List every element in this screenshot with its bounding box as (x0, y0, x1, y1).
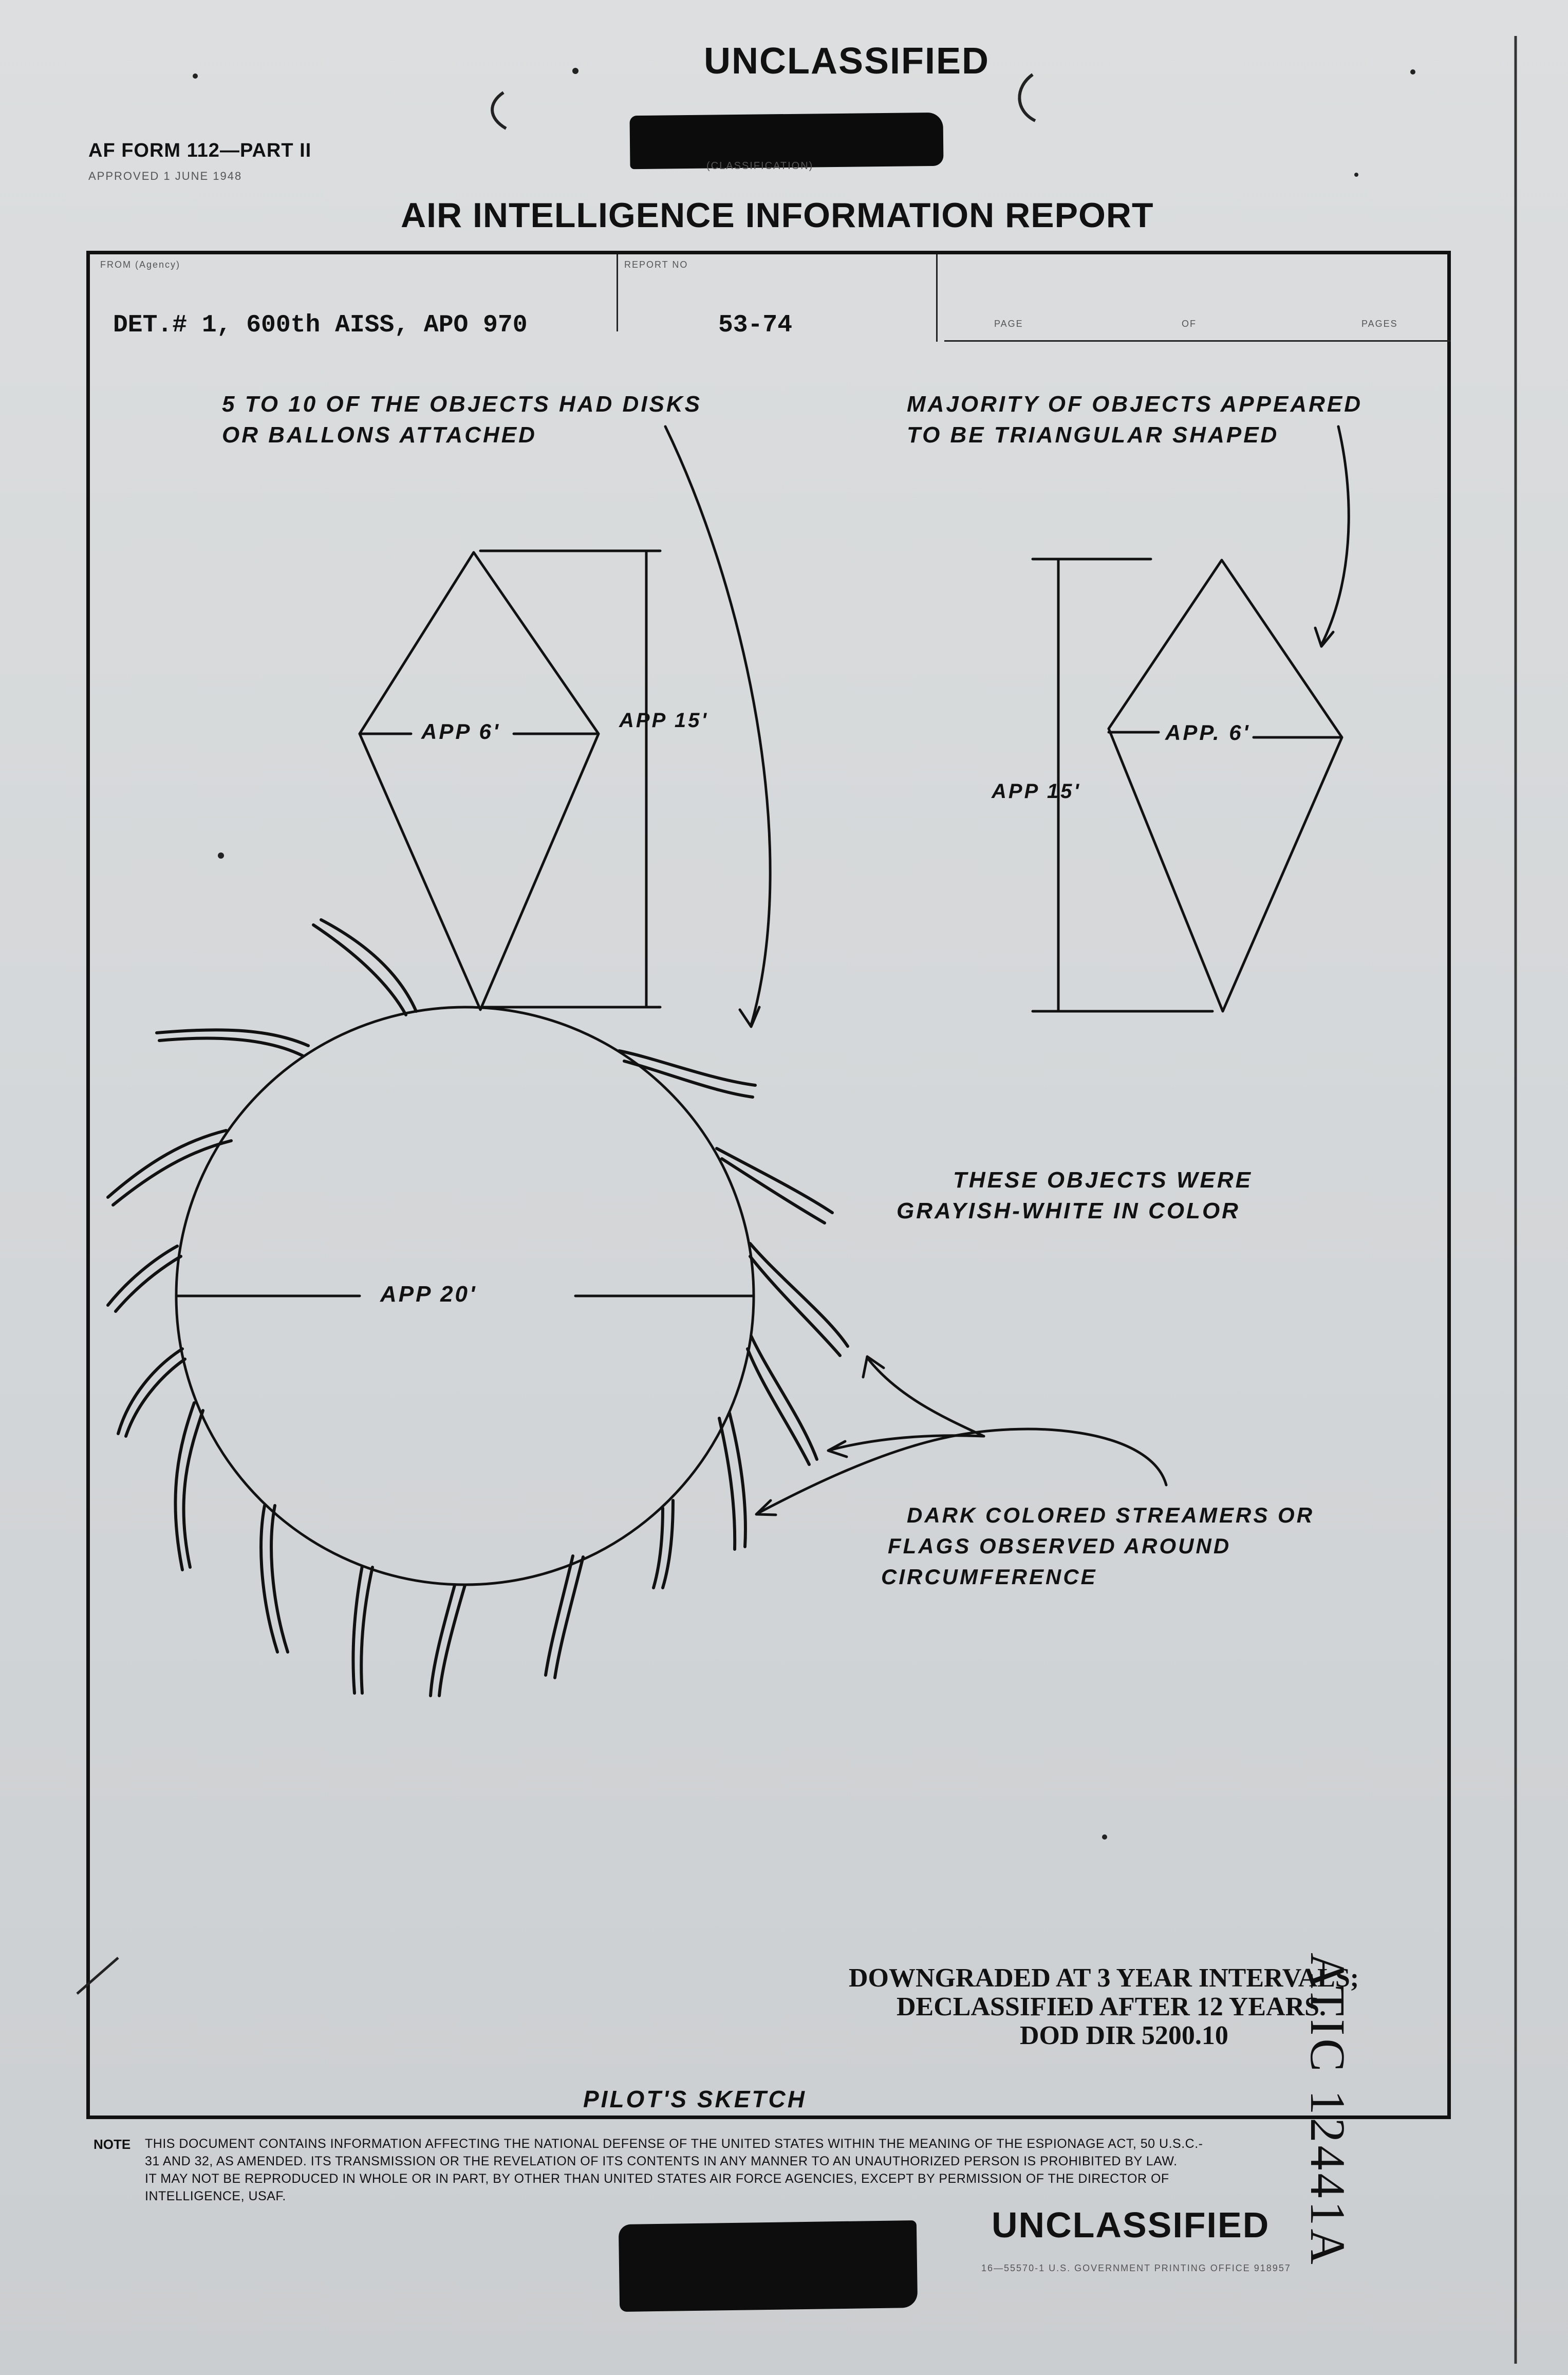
from-label: FROM (Agency) (100, 259, 181, 270)
disk-diameter-label: APP 20' (380, 1282, 477, 1307)
report-no-label: REPORT NO (624, 259, 688, 270)
report-no-value: 53-74 (718, 311, 793, 339)
color-note-line-2: GRAYISH-WHITE IN COLOR (897, 1198, 1240, 1223)
redaction-bar-bottom (619, 2220, 918, 2312)
note-triangular-line-2: TO BE TRIANGULAR SHAPED (907, 422, 1279, 448)
scan-specks (193, 68, 1415, 1840)
footer-note-line-4: INTELLIGENCE, USAF. (145, 2189, 286, 2203)
side-stamp: ATIC 12441A (1300, 1953, 1355, 2268)
left-kite-height-label: APP 15' (619, 709, 708, 732)
footer-note-line-1: THIS DOCUMENT CONTAINS INFORMATION AFFECTING THE NATIONAL DEFENSE OF THE UNITED STATES WITHIN THE MEANING OF THE ESPIONAGE ACT, 50 U.S.C.- (145, 2137, 1203, 2151)
right-kite-width-label: APP. 6' (1165, 720, 1250, 745)
streamer-note-line-2: FLAGS OBSERVED AROUND (888, 1534, 1231, 1558)
right-kite-shape (1109, 560, 1342, 1011)
streamer-arrow-3 (758, 1429, 1166, 1513)
right-note-arrow (1321, 426, 1349, 645)
right-kite-height-label: APP 15' (992, 780, 1081, 803)
form-approved: APPROVED 1 JUNE 1948 (88, 170, 242, 182)
of-label: OF (1182, 319, 1197, 329)
scan-mark-left (492, 92, 506, 128)
form-number: AF FORM 112—PART II (88, 140, 312, 161)
streamer-arrow-1 (868, 1359, 984, 1436)
from-value: DET.# 1, 600th AISS, APO 970 (113, 311, 528, 339)
classification-bottom: UNCLASSIFIED (992, 2205, 1270, 2245)
scan-mark-bottom-left (77, 1958, 118, 1994)
footer-note-label: NOTE (94, 2137, 131, 2152)
page-label: PAGE (994, 319, 1023, 329)
downgrade-line-2: DECLASSIFIED AFTER 12 YEARS. (897, 1992, 1327, 2021)
sketch-caption: PILOT'S SKETCH (583, 2086, 807, 2112)
streamer-note-line-1: DARK COLORED STREAMERS OR (907, 1503, 1315, 1527)
left-kite-width-label: APP 6' (421, 719, 500, 744)
streamer-note-line-3: CIRCUMFERENCE (881, 1565, 1097, 1589)
footer-note-line-2: 31 AND 32, AS AMENDED. ITS TRANSMISSION OR THE REVELATION OF ITS CONTENTS IN ANY MANNER TO AN UNAUTHORIZED PERSON IS PROHIBITED BY LAW. (145, 2154, 1178, 2168)
downgrade-line-1: DOWNGRADED AT 3 YEAR INTERVALS; (849, 1963, 1359, 1993)
left-kite-shape (360, 552, 599, 1010)
downgrade-line-3: DOD DIR 5200.10 (1020, 2021, 1228, 2050)
disk-streamers (108, 920, 848, 1696)
color-note-line-1: THESE OBJECTS WERE (953, 1167, 1253, 1193)
classification-top: UNCLASSIFIED (704, 41, 990, 82)
classification-caption: (CLASSIFICATION) (706, 160, 814, 172)
note-disks-line-1: 5 TO 10 OF THE OBJECTS HAD DISKS (222, 392, 702, 417)
note-triangular-line-1: MAJORITY OF OBJECTS APPEARED (907, 392, 1363, 417)
report-title: AIR INTELLIGENCE INFORMATION REPORT (401, 196, 1154, 235)
footer-note-line-3: IT MAY NOT BE REPRODUCED IN WHOLE OR IN PART, BY OTHER THAN UNITED STATES AIR FORCE AGENCIES, EXCEPT BY PERMISSION OF THE DIRECTOR OF (145, 2172, 1169, 2186)
pages-label: PAGES (1361, 319, 1398, 329)
print-line: 16—55570-1 U.S. GOVERNMENT PRINTING OFFICE 918957 (981, 2263, 1291, 2273)
scan-mark-right (1019, 75, 1035, 121)
note-disks-line-2: OR BALLONS ATTACHED (222, 422, 537, 448)
